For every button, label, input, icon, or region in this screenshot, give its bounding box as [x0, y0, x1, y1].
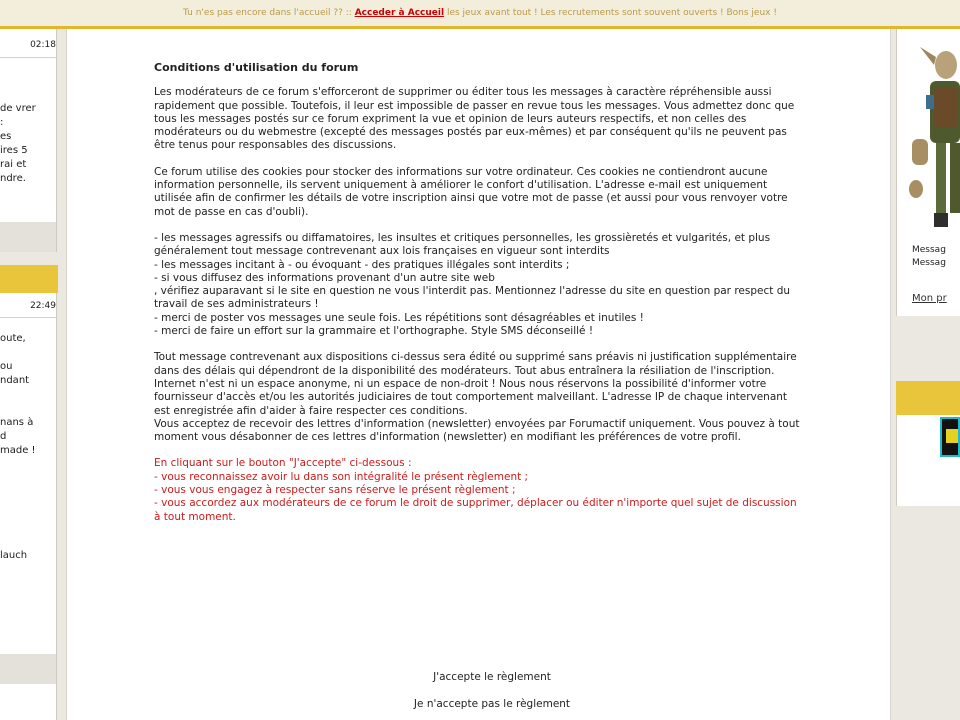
rules-paragraph-prohibited: - les messages agressifs ou diffamatoires, les insultes et critiques personnelles, les grossièretés et vulgarités, et plus généralement tout message contrevenant aux lois françaises en vigueur sont interdits - les messages incitant à - ou évoquant - des pratiques illégales sont interdits ; - si vous diffusez des informations provenant d'un autre site web , vérifiez auparavant si le site en question ne vous l'interdit pas. Mentionnez l'adresse du site en question par respect du travail de ses administrateurs ! - merci de poster vos messages une seule fois. Les répétitions sont désagréables et inutiles ! - merci de faire un effort sur la grammaire et l'orthographe. Style SMS déconseillé !: [154, 231, 791, 338]
banner-graphic: [946, 429, 958, 443]
announcement-text-before: Tu n'es pas encore dans l'accueil ?? ::: [183, 8, 355, 18]
left-divider-1: [0, 57, 56, 58]
avatar: [906, 39, 960, 239]
announcement-text-after: les jeux avant tout ! Les recrutements sont souvent ouverts ! Bons jeux !: [446, 8, 777, 18]
left-post-excerpt-3: lauch: [0, 550, 28, 561]
left-divider-2: [0, 317, 56, 318]
profile-messages-label-2: Messag: [912, 258, 946, 268]
rules-paragraph-agreement: En cliquant sur le bouton "J'accepte" ci-dessous : - vous reconnaissez avoir lu dans son intégralité le présent règlement ; - vous vous engagez à respecter sans réserve le présent règlement ; - vous accordez aux modérateurs de ce forum le droit de supprimer, déplacer ou éditer n'importe quel sujet de discussion à tout moment.: [154, 457, 797, 523]
accept-rules-button[interactable]: J'accepte le règlement: [433, 671, 551, 683]
left-post-excerpt-2: oute, ou ndant nans à d made !: [0, 333, 36, 456]
left-sidebar: [0, 29, 58, 720]
rules-content: [154, 61, 804, 537]
accueil-link[interactable]: Acceder à Accueil: [354, 8, 445, 18]
forum-rules-panel: [66, 29, 891, 720]
reject-rules-button[interactable]: Je n'accepte pas le règlement: [413, 698, 571, 710]
left-post-excerpt-1: de vrer : es ires 5 rai et ndre.: [0, 103, 36, 184]
profile-messages-label-1: Messag: [912, 245, 946, 255]
announcement-bar: [0, 0, 960, 29]
left-panel-footer-1: [0, 222, 56, 252]
left-date-1: 02:18: [30, 40, 56, 50]
rules-paragraph-moderation: Les modérateurs de ce forum s'efforceront de supprimer ou éditer tous les messages à caractère répréhensible aussi rapidement que possible. Toutefois, il leur est impossible de passer en revue tous les messages. Vous admettez donc que tous les messages postés sur ce forum expriment la vue et opinion de leurs auteurs respectifs, et non celles des modérateurs ou du webmestre (excepté des messages postés par eux-mêmes) et par conséquent qu'ils ne peuvent pas être tenus pour responsables des discussions.: [154, 86, 795, 152]
left-date-2: 22:49: [30, 301, 56, 311]
left-panel-footer-2: [0, 654, 56, 684]
my-profile-link[interactable]: Mon pr: [912, 293, 947, 304]
rules-paragraph-sanctions: Tout message contrevenant aux dispositions ci-dessus sera édité ou supprimé sans préavis ni justification supplémentaire dans des délais qui dépendront de la disponibilité des modérateurs. Tout abus entraînera la résiliation de l'inscription. Internet n'est ni un espace anonyme, ni un espace de non-droit ! Nous nous réservons la possibilité d'informer votre fournisseur d'accès et/ou les autorités judiciaires de tout comportement malveillant. L'adresse IP de chaque intervenant est enregistrée afin d'aider à faire respecter ces conditions. Vous acceptez de recevoir des lettres d'information (newsletter) envoyées par Forumactif uniquement. Vous pouvez à tout moment vous désabonner de ces lettres d'information (newsletter) en modifiant les préférences de votre profil.: [154, 351, 800, 444]
rules-paragraph-cookies: Ce forum utilise des cookies pour stocker des informations sur votre ordinateur. Ces cookies ne contiendront aucune information personnelle, ils servent uniquement à améliorer le confort d'utilisation. L'adresse e-mail est uniquement utilisée afin de confirmer les détails de votre inscription ainsi que votre mot de passe (et aussi pour vous renvoyer votre mot de passe en cas d'oubli).: [154, 165, 788, 218]
partner-panel-header: [896, 381, 960, 415]
rules-title: Conditions d'utilisation du forum: [154, 61, 359, 74]
partner-banner[interactable]: [940, 417, 960, 457]
left-panel-header: [0, 265, 58, 293]
right-sidebar: [892, 29, 960, 720]
